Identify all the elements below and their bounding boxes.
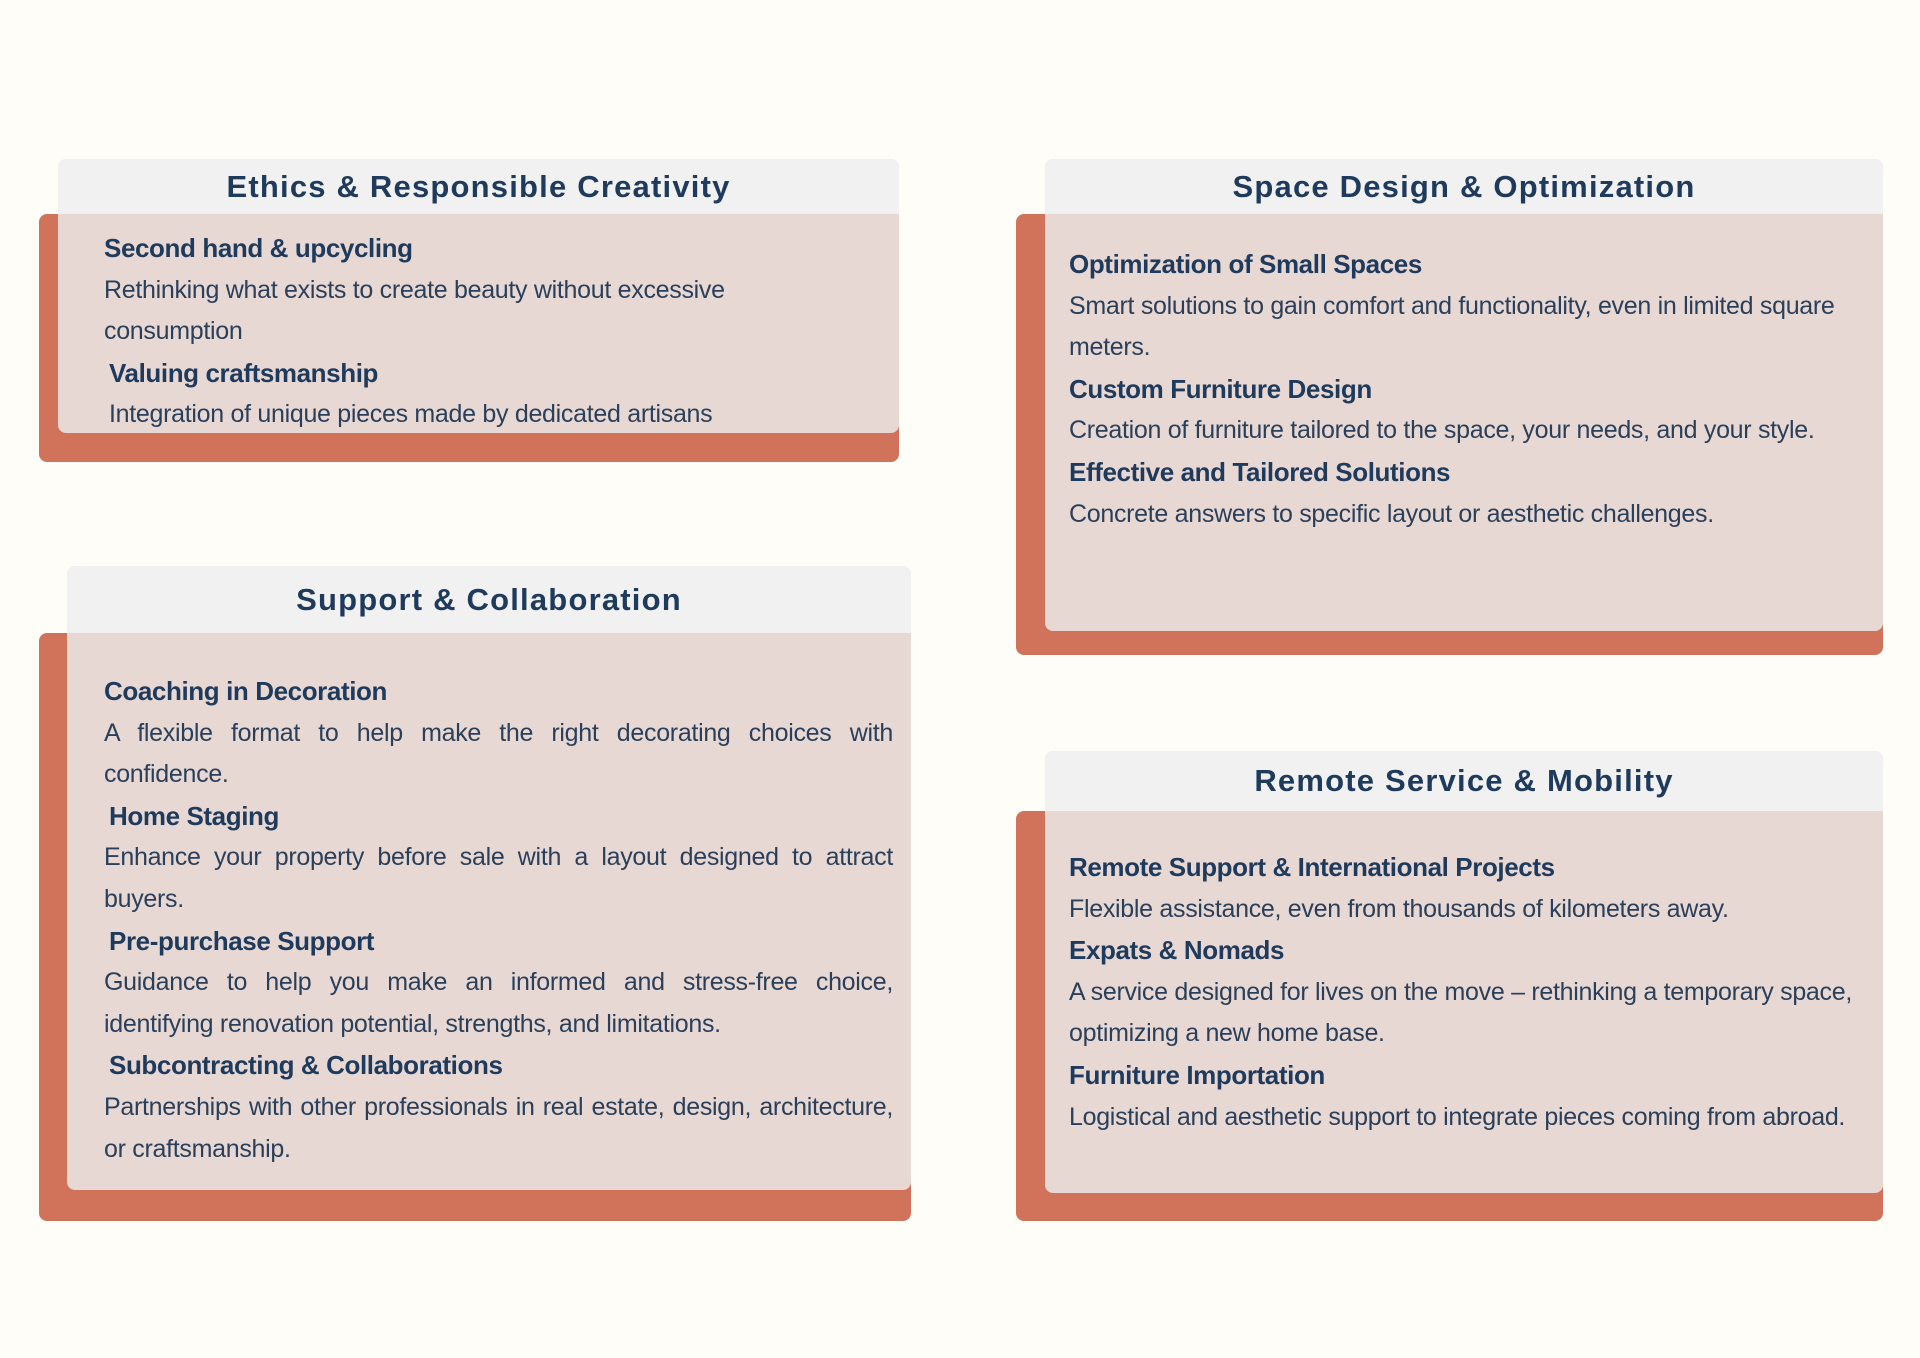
item-desc: Integration of unique pieces made by dedicated artisans [109, 400, 713, 429]
item-title: Subcontracting & Collaborations [109, 1050, 503, 1081]
card-title: Space Design & Optimization [1045, 159, 1883, 214]
item-title: Home Staging [109, 800, 279, 831]
item-desc: Enhance your property before sale with a layout designed to attract buyers. [104, 843, 893, 913]
item-title: Optimization of Small Spaces [1069, 249, 1422, 279]
card-support [67, 566, 911, 1190]
item-desc: Smart solutions to gain comfort and functionality, even in limited square meters. [1069, 291, 1835, 362]
item-title: Custom Furniture Design [1069, 373, 1372, 404]
item-desc: Logistical and aesthetic support to integrate pieces coming from abroad. [1069, 1102, 1846, 1131]
item-title: Pre-purchase Support [109, 925, 375, 956]
item-desc: Creation of furniture tailored to the space, your needs, and your style. [1069, 416, 1815, 445]
item-desc: Flexible assistance, even from thousands of kilometers away. [1069, 894, 1729, 923]
item-title: Expats & Nomads [1069, 935, 1285, 966]
card-title: Ethics & Responsible Creativity [58, 159, 899, 214]
item-title: Second hand & upcycling [104, 233, 413, 263]
card-title: Support & Collaboration [67, 566, 911, 633]
item-desc: A service designed for lives on the move – rethinking a temporary space, optimizing a new home base. [1069, 977, 1852, 1048]
item-desc: Partnerships with other professionals in real estate, design, architecture, or craftsmanship. [104, 1092, 893, 1163]
item-desc: Guidance to help you make an informed and stress-free choice, identifying renovation potential, strengths, and limitations. [104, 968, 893, 1038]
card-space [1045, 159, 1883, 631]
item-title: Coaching in Decoration [104, 676, 388, 706]
item-desc: Rethinking what exists to create beauty without excessive consumption [104, 275, 725, 346]
item-desc: A flexible format to help make the right decorating choices with confidence. [104, 718, 893, 789]
item-title: Remote Support & International Projects [1069, 852, 1555, 882]
item-title: Furniture Importation [1069, 1059, 1325, 1090]
card-ethics [58, 159, 899, 433]
card-remote [1045, 751, 1883, 1193]
item-title: Effective and Tailored Solutions [1069, 456, 1451, 487]
item-desc: Concrete answers to specific layout or aesthetic challenges. [1069, 499, 1714, 528]
card-title: Remote Service & Mobility [1045, 751, 1883, 811]
item-title: Valuing craftsmanship [109, 357, 379, 388]
